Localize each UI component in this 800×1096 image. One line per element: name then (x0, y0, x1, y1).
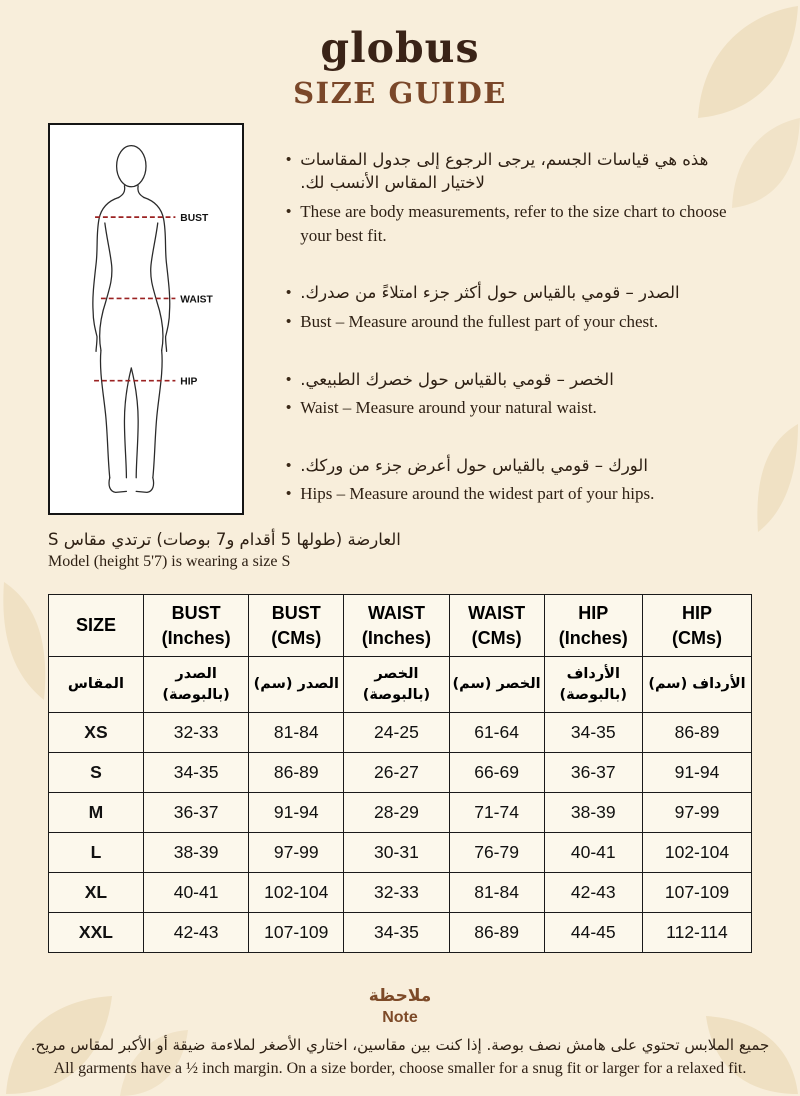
bullet-icon: • (286, 399, 292, 417)
measurement-value: 28-29 (344, 793, 449, 833)
size-value: M (49, 793, 144, 833)
note-title-arabic: ملاحظة (368, 986, 432, 1006)
measurement-value: 86-89 (249, 753, 344, 793)
size-value: XS (49, 713, 144, 753)
instruction-waist (286, 368, 754, 420)
measurement-value: 42-43 (544, 873, 642, 913)
note-title-english: Note (382, 1009, 418, 1026)
instruction-bust (286, 281, 754, 333)
bullet-icon: • (286, 202, 292, 220)
col-header-bust-inches-ar: الصدر (بالبوصة) (143, 657, 248, 713)
instruction-text-english: Bust – Measure around the fullest part of your chest. (300, 311, 659, 331)
measurement-value: 34-35 (544, 713, 642, 753)
size-row-m (49, 793, 752, 833)
instruction-general-arabic (286, 148, 754, 195)
size-row-xs (49, 713, 752, 753)
instruction-waist-arabic (286, 368, 754, 391)
model-note-arabic: العارضة (طولها 5 أقدام و7 بوصات) ترتدي مقاس S (48, 530, 401, 549)
col-header-waist-cms: WAIST (CMs) (449, 595, 544, 657)
bullet-icon: • (286, 370, 292, 388)
measurement-value: 24-25 (344, 713, 449, 753)
measurement-value: 107-109 (642, 873, 751, 913)
col-header-waist-inches-ar: الخصر (بالبوصة) (344, 657, 449, 713)
measurement-value: 36-37 (544, 753, 642, 793)
bullet-icon: • (286, 456, 292, 474)
measurement-value: 71-74 (449, 793, 544, 833)
size-chart-table (48, 594, 752, 953)
size-value: S (49, 753, 144, 793)
note-section (30, 986, 770, 1078)
measurement-value: 32-33 (344, 873, 449, 913)
instruction-text-english: These are body measurements, refer to the size chart to choose your best fit. (300, 201, 727, 245)
size-value: L (49, 833, 144, 873)
size-row-xxl (49, 913, 752, 953)
measurement-value: 38-39 (544, 793, 642, 833)
instruction-bust-english (286, 310, 754, 334)
col-header-waist-inches: WAIST (Inches) (344, 595, 449, 657)
size-value: XL (49, 873, 144, 913)
col-header-hip-cms: HIP (CMs) (642, 595, 751, 657)
model-note-english: Model (height 5'7) is wearing a size S (48, 553, 291, 570)
measurement-value: 97-99 (642, 793, 751, 833)
measurement-value: 44-45 (544, 913, 642, 953)
instruction-waist-english (286, 396, 754, 420)
measurement-value: 107-109 (249, 913, 344, 953)
bullet-icon: • (286, 485, 292, 503)
hip-label: HIP (180, 376, 198, 388)
measurement-value: 91-94 (642, 753, 751, 793)
instruction-hip-arabic (286, 454, 754, 477)
measurement-value: 102-104 (642, 833, 751, 873)
bust-label: BUST (180, 213, 209, 225)
measurement-instructions (286, 148, 754, 540)
instruction-text-english: Hips – Measure around the widest part of your hips. (300, 484, 655, 504)
size-row-s (49, 753, 752, 793)
waist-label: WAIST (180, 294, 213, 306)
measurement-value: 86-89 (642, 713, 751, 753)
measurement-value: 34-35 (143, 753, 248, 793)
col-header-bust-cms-ar: الصدر (سم) (249, 657, 344, 713)
model-size-note (48, 530, 478, 571)
measurement-value: 81-84 (249, 713, 344, 753)
table-header-english (49, 595, 752, 657)
brand-logo: globus (320, 24, 480, 72)
instruction-general (286, 148, 754, 247)
measurement-value: 40-41 (544, 833, 642, 873)
col-header-waist-cms-ar: الخصر (سم) (449, 657, 544, 713)
instruction-general-english (286, 200, 754, 248)
page-title: SIZE GUIDE (293, 76, 507, 110)
body-measurement-diagram (48, 123, 244, 515)
instruction-bust-arabic (286, 281, 754, 304)
size-value: XXL (49, 913, 144, 953)
measurement-value: 34-35 (344, 913, 449, 953)
measurement-value: 102-104 (249, 873, 344, 913)
col-header-bust-inches: BUST (Inches) (143, 595, 248, 657)
col-header-bust-cms: BUST (CMs) (249, 595, 344, 657)
instruction-hip (286, 454, 754, 506)
measurement-value: 91-94 (249, 793, 344, 833)
col-header-hip-inches: HIP (Inches) (544, 595, 642, 657)
measurement-value: 36-37 (143, 793, 248, 833)
measurement-value: 112-114 (642, 913, 751, 953)
body-figure-illustration (50, 125, 242, 513)
instruction-text-arabic: الخصر – قومي بالقياس حول خصرك الطبيعي. (300, 369, 614, 389)
table-header-arabic (49, 657, 752, 713)
measurement-value: 38-39 (143, 833, 248, 873)
measurement-value: 26-27 (344, 753, 449, 793)
bullet-icon: • (286, 284, 292, 302)
col-header-hip-cms-ar: الأرداف (سم) (642, 657, 751, 713)
measurement-value: 86-89 (449, 913, 544, 953)
col-header-hip-inches-ar: الأرداف (بالبوصة) (544, 657, 642, 713)
measurement-value: 32-33 (143, 713, 248, 753)
measurement-value: 97-99 (249, 833, 344, 873)
col-header-size-ar: المقاس (49, 657, 144, 713)
note-body-arabic: جميع الملابس تحتوي على هامش نصف بوصة. إذا كنت بين مقاسين، اختاري الأصغر لملاءمة ضيقة أو الأكبر لمقاس مريح. (30, 1036, 770, 1054)
body-outline (93, 146, 170, 493)
measurement-value: 81-84 (449, 873, 544, 913)
instruction-text-arabic: الورك – قومي بالقياس حول أعرض جزء من وركك. (300, 455, 648, 475)
measurement-value: 30-31 (344, 833, 449, 873)
bullet-icon: • (286, 312, 292, 330)
col-header-size: SIZE (49, 595, 144, 657)
size-row-xl (49, 873, 752, 913)
instruction-text-english: Waist – Measure around your natural waist. (300, 398, 597, 418)
instruction-hip-english (286, 482, 754, 506)
instruction-text-arabic: الصدر – قومي بالقياس حول أكثر جزء امتلاءً من صدرك. (300, 283, 680, 303)
bullet-icon: • (286, 151, 292, 168)
size-row-l (49, 833, 752, 873)
measurement-value: 76-79 (449, 833, 544, 873)
measurement-value: 42-43 (143, 913, 248, 953)
measurement-value: 66-69 (449, 753, 544, 793)
note-body-english: All garments have a ½ inch margin. On a size border, choose smaller for a snug fit or larger for a relaxed fit. (53, 1060, 747, 1077)
measurement-value: 61-64 (449, 713, 544, 753)
instruction-text-arabic: هذه هي قياسات الجسم، يرجى الرجوع إلى جدول المقاسات لاختيار المقاس الأنسب لك. (300, 150, 709, 193)
measurement-value: 40-41 (143, 873, 248, 913)
